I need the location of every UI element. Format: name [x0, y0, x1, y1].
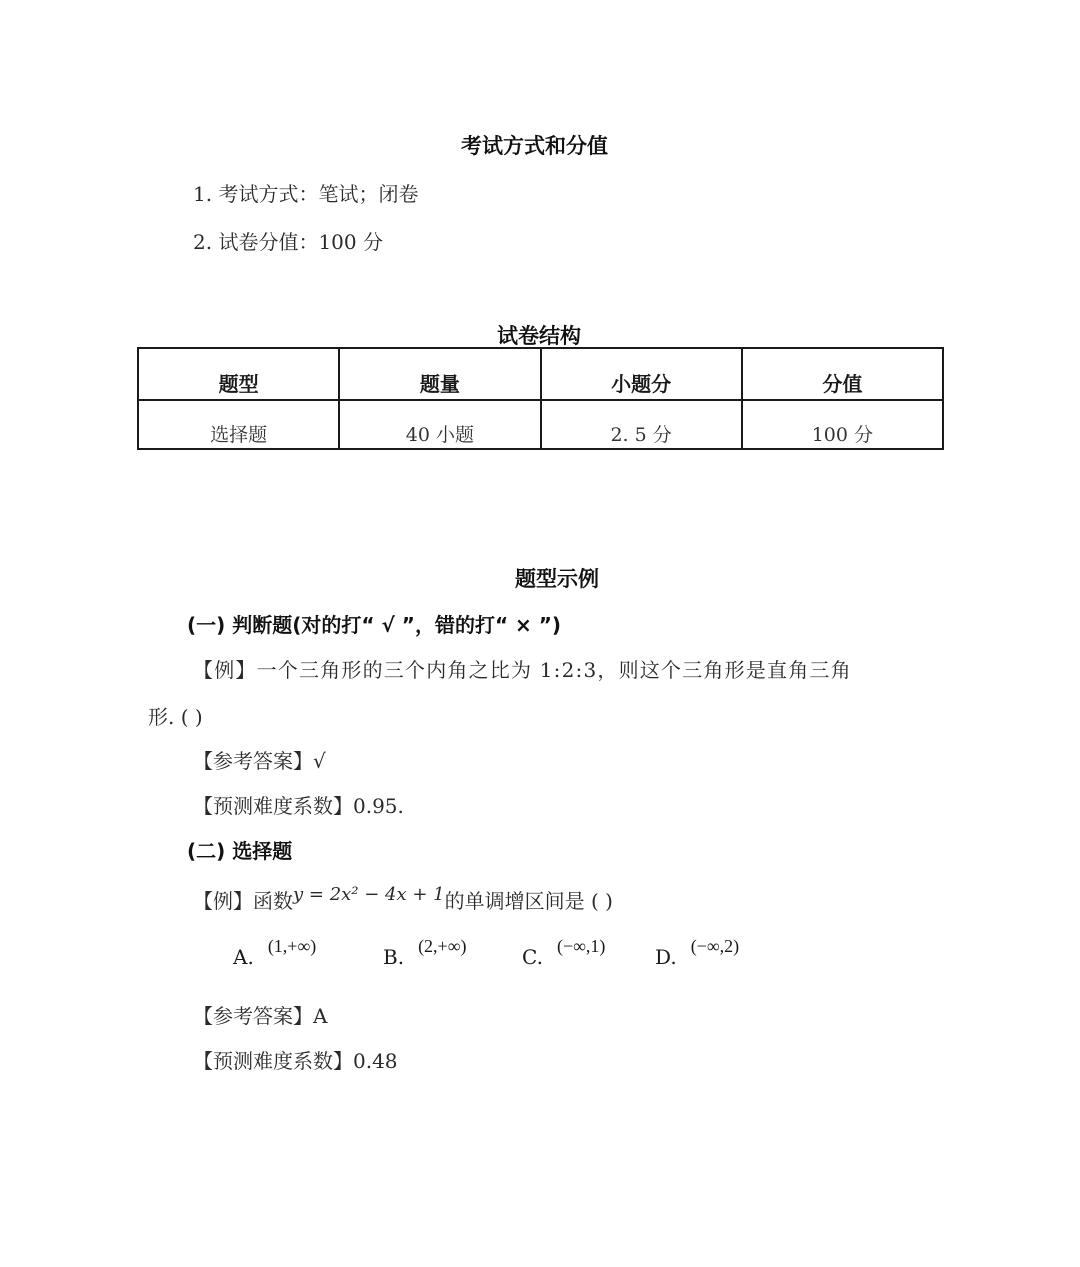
true-false-answer: 【参考答案】√: [193, 749, 326, 773]
table-cell: 选择题: [138, 400, 339, 449]
multiple-choice-difficulty: 【预测难度系数】0.48: [193, 1049, 398, 1073]
table-cell: 40 小题: [339, 400, 540, 449]
option-value: (1,+∞): [267, 936, 317, 956]
true-false-difficulty: 【预测难度系数】0.95.: [193, 794, 404, 818]
option-value: (2,+∞): [418, 936, 467, 956]
option-label: A.: [233, 945, 254, 969]
example-suffix: 的单调增区间是 ( ): [444, 889, 613, 913]
option-c: [522, 936, 606, 969]
table-cell: 2. 5 分: [541, 400, 742, 449]
table-row: [138, 400, 943, 449]
multiple-choice-heading: (二) 选择题: [187, 839, 293, 863]
exam-method-item: 1. 考试方式：笔试；闭卷: [193, 182, 419, 206]
table-header-cell: 分值: [742, 348, 943, 400]
section-title-paper-structure: 试卷结构: [497, 324, 581, 348]
option-label: B.: [383, 945, 405, 969]
table-header-cell: 题量: [339, 348, 540, 400]
true-false-example-line2: 形. ( ): [148, 705, 203, 729]
table-header-row: [138, 348, 943, 400]
table-header-cell: 题型: [138, 348, 339, 400]
multiple-choice-example: [193, 885, 613, 914]
multiple-choice-answer: 【参考答案】A: [193, 1004, 328, 1028]
exam-score-item: 2. 试卷分值：100 分: [193, 230, 383, 254]
option-b: [383, 936, 467, 969]
option-label: D.: [655, 945, 677, 969]
table-header-cell: 小题分: [541, 348, 742, 400]
example-prefix: 【例】函数: [193, 889, 293, 913]
option-d: [655, 936, 740, 969]
option-a: [233, 936, 317, 969]
table-cell: 100 分: [742, 400, 943, 449]
function-formula: y = 2x² − 4x + 1: [293, 884, 445, 905]
option-label: C.: [522, 945, 543, 969]
section-title-question-examples: 题型示例: [515, 567, 599, 591]
paper-structure-table: [137, 347, 944, 450]
section-title-exam-format: 考试方式和分值: [461, 134, 608, 158]
true-false-heading: (一) 判断题(对的打“ √ ”，错的打“ × ”): [187, 613, 562, 637]
option-value: (−∞,1): [556, 936, 606, 956]
true-false-example-line1: 【例】一个三角形的三个内角之比为 1:2:3，则这个三角形是直角三角: [193, 658, 852, 682]
option-value: (−∞,2): [690, 936, 740, 956]
